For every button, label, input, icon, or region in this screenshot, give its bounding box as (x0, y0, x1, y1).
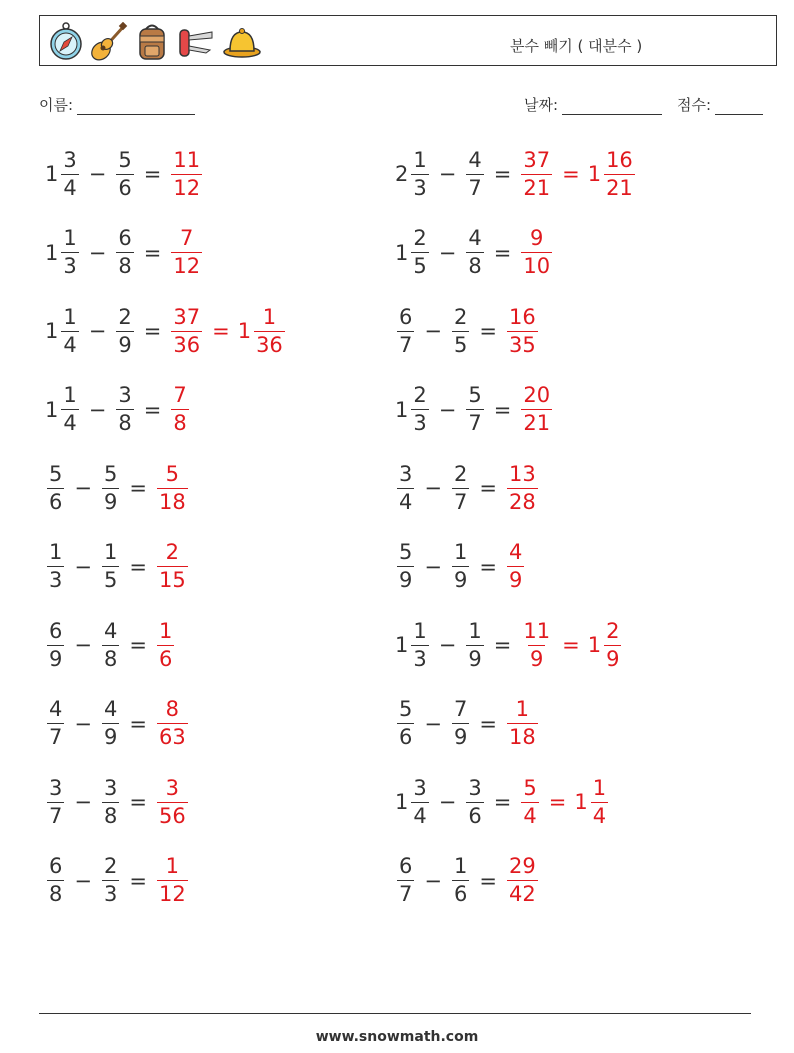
score-label: 점수: (677, 96, 712, 114)
denominator: 21 (523, 411, 551, 435)
fraction (411, 385, 428, 434)
numerator: 1 (262, 304, 277, 329)
minus-sign: − (88, 397, 107, 422)
whole-number: 1 (395, 240, 409, 265)
denominator: 3 (413, 646, 427, 671)
denominator: 8 (103, 803, 118, 828)
equals-sign: = (479, 319, 497, 343)
worksheet-header (39, 15, 777, 66)
numerator: 5 (523, 775, 537, 800)
fraction (116, 228, 133, 277)
denominator: 7 (399, 882, 413, 906)
problem (395, 693, 540, 755)
fraction (604, 618, 621, 671)
numerator: 37 (523, 147, 551, 172)
fraction (397, 699, 414, 748)
denominator: 15 (158, 568, 186, 592)
fraction (452, 856, 469, 905)
fraction (397, 856, 414, 905)
problem (45, 143, 204, 205)
problem (45, 457, 190, 519)
denominator: 8 (118, 254, 132, 278)
denominator: 6 (118, 175, 132, 200)
numerator: 3 (49, 775, 63, 800)
equals-sign: = (129, 554, 147, 579)
fraction (47, 461, 64, 514)
fraction (521, 147, 552, 200)
denominator: 7 (468, 411, 482, 435)
numerator: 2 (606, 618, 620, 643)
numerator: 5 (399, 540, 413, 564)
denominator: 3 (413, 175, 427, 200)
denominator: 4 (413, 803, 427, 828)
minus-sign: − (74, 476, 92, 500)
numerator: 1 (413, 618, 427, 643)
fraction (507, 542, 524, 591)
problem (395, 457, 540, 519)
denominator: 3 (63, 254, 77, 278)
fraction (157, 618, 174, 671)
denominator: 35 (508, 332, 536, 357)
whole-number: 1 (45, 319, 59, 343)
equals-sign: = (562, 633, 580, 657)
denominator: 9 (530, 646, 544, 671)
numerator: 2 (413, 383, 427, 407)
numerator: 1 (63, 226, 77, 250)
minus-sign: − (88, 240, 107, 265)
problem (395, 536, 526, 598)
equals-sign: = (212, 319, 230, 343)
score-line (715, 99, 763, 115)
denominator: 5 (413, 254, 427, 278)
numerator: 4 (468, 226, 482, 250)
numerator: 29 (508, 854, 536, 878)
numerator: 37 (173, 304, 201, 329)
denominator: 28 (508, 489, 536, 514)
numerator: 1 (453, 540, 468, 564)
problem (45, 222, 204, 284)
numerator: 2 (453, 304, 468, 329)
denominator: 3 (103, 882, 118, 906)
minus-sign: − (74, 868, 92, 893)
fraction (116, 147, 133, 200)
fraction (47, 775, 64, 828)
denominator: 36 (173, 332, 201, 357)
problem (395, 222, 554, 284)
problem (395, 850, 540, 912)
numerator: 5 (399, 697, 413, 721)
denominator: 8 (49, 882, 63, 906)
numerator: 1 (453, 854, 468, 878)
numerator: 9 (530, 226, 544, 250)
problem (395, 614, 623, 676)
whole-number: 1 (45, 240, 59, 265)
problem (395, 771, 610, 833)
denominator: 8 (173, 411, 187, 435)
numerator: 5 (118, 147, 132, 172)
numerator: 1 (515, 697, 530, 721)
equals-sign: = (493, 397, 512, 422)
numerator: 1 (158, 618, 173, 643)
guitar-icon (88, 22, 128, 62)
denominator: 9 (49, 646, 63, 671)
fraction (507, 856, 538, 905)
problem (45, 300, 287, 362)
fraction (466, 228, 483, 277)
numerator: 2 (453, 461, 468, 486)
problem (45, 771, 190, 833)
fraction (397, 461, 414, 514)
numerator: 4 (103, 697, 118, 721)
denominator: 8 (118, 411, 132, 435)
denominator: 5 (453, 332, 468, 357)
denominator: 7 (49, 803, 63, 828)
numerator: 5 (468, 383, 482, 407)
numerator: 4 (468, 147, 482, 172)
denominator: 9 (453, 568, 468, 592)
minus-sign: − (424, 868, 442, 893)
fraction (61, 147, 78, 200)
numerator: 1 (592, 775, 607, 800)
numerator: 4 (49, 697, 63, 721)
equals-sign: = (493, 790, 512, 814)
problem (395, 143, 637, 205)
fraction (411, 775, 428, 828)
fraction (47, 856, 64, 905)
problem (45, 693, 190, 755)
score-field (677, 94, 763, 115)
denominator: 6 (468, 803, 482, 828)
fraction (47, 699, 64, 748)
denominator: 8 (103, 646, 118, 671)
fraction (157, 542, 188, 591)
numerator: 3 (413, 775, 427, 800)
problem (45, 536, 190, 598)
fraction (157, 461, 188, 514)
backpack-icon (132, 22, 172, 62)
equals-sign: = (479, 711, 497, 736)
fraction (102, 542, 119, 591)
fraction (452, 461, 469, 514)
denominator: 4 (63, 175, 77, 200)
numerator: 5 (165, 461, 180, 486)
equals-sign: = (143, 397, 162, 422)
denominator: 6 (49, 489, 63, 514)
equals-sign: = (129, 868, 147, 893)
numerator: 6 (399, 854, 413, 878)
denominator: 4 (399, 489, 413, 514)
minus-sign: − (438, 162, 457, 186)
denominator: 9 (453, 725, 468, 749)
denominator: 7 (453, 489, 468, 514)
numerator: 6 (49, 618, 63, 643)
denominator: 6 (399, 725, 413, 749)
fraction (171, 385, 188, 434)
fraction (102, 856, 119, 905)
equals-sign: = (143, 240, 162, 265)
numerator: 4 (103, 618, 118, 643)
fraction (102, 461, 119, 514)
numerator: 5 (49, 461, 63, 486)
numerator: 3 (399, 461, 413, 486)
denominator: 4 (592, 803, 607, 828)
minus-sign: − (438, 397, 457, 422)
denominator: 10 (523, 254, 551, 278)
numerator: 1 (63, 383, 77, 407)
denominator: 18 (508, 725, 536, 749)
minus-sign: − (74, 554, 92, 579)
denominator: 36 (256, 332, 283, 357)
denominator: 9 (103, 489, 118, 514)
fraction (157, 856, 188, 905)
minus-sign: − (88, 162, 107, 186)
minus-sign: − (74, 790, 92, 814)
fraction (411, 618, 428, 671)
fraction (157, 775, 188, 828)
numerator: 6 (118, 226, 132, 250)
fraction (61, 304, 78, 357)
numerator: 2 (118, 304, 132, 329)
denominator: 7 (468, 175, 482, 200)
whole-number: 1 (237, 319, 252, 343)
fraction (116, 385, 133, 434)
fraction (47, 618, 64, 671)
whole-number: 1 (574, 790, 588, 814)
fraction (466, 775, 483, 828)
numerator: 3 (118, 383, 132, 407)
denominator: 8 (468, 254, 482, 278)
denominator: 21 (523, 175, 551, 200)
fraction (411, 147, 428, 200)
fraction (452, 699, 469, 748)
problem (45, 379, 191, 441)
whole-number: 2 (395, 162, 409, 186)
problem (45, 614, 176, 676)
numerator: 1 (165, 854, 180, 878)
fraction (507, 699, 538, 748)
denominator: 4 (63, 411, 77, 435)
equals-sign: = (479, 868, 497, 893)
denominator: 9 (508, 568, 523, 592)
minus-sign: − (438, 790, 457, 814)
denominator: 12 (173, 175, 201, 200)
fraction (507, 304, 538, 357)
minus-sign: − (74, 711, 92, 736)
fraction (521, 775, 538, 828)
fraction (116, 304, 133, 357)
minus-sign: − (438, 240, 457, 265)
numerator: 20 (523, 383, 551, 407)
equals-sign: = (129, 790, 147, 814)
numerator: 1 (413, 147, 427, 172)
fraction (61, 228, 78, 277)
pith-helmet-icon (222, 22, 262, 62)
numerator: 11 (173, 147, 201, 172)
numerator: 2 (103, 854, 118, 878)
denominator: 12 (158, 882, 186, 906)
fraction (171, 228, 202, 277)
numerator: 4 (508, 540, 523, 564)
pocket-knife-icon (176, 22, 216, 62)
equals-sign: = (493, 633, 512, 657)
minus-sign: − (424, 554, 442, 579)
whole-number: 1 (587, 633, 602, 657)
fraction (47, 542, 64, 591)
fraction (411, 228, 428, 277)
fraction (604, 147, 635, 200)
problem (395, 300, 540, 362)
denominator: 4 (63, 332, 77, 357)
fraction (61, 385, 78, 434)
equals-sign: = (479, 476, 497, 500)
minus-sign: − (424, 319, 442, 343)
denominator: 6 (158, 646, 173, 671)
denominator: 18 (158, 489, 186, 514)
equals-sign: = (493, 162, 512, 186)
numerator: 1 (103, 540, 118, 564)
equals-sign: = (129, 476, 147, 500)
numerator: 7 (453, 697, 468, 721)
fraction (397, 304, 414, 357)
fraction (466, 147, 483, 200)
numerator: 3 (63, 147, 77, 172)
problem (45, 850, 190, 912)
fraction (507, 461, 538, 514)
date-line (562, 99, 662, 115)
numerator: 5 (103, 461, 118, 486)
numerator: 7 (173, 383, 187, 407)
equals-sign: = (129, 711, 147, 736)
whole-number: 1 (395, 790, 409, 814)
denominator: 3 (49, 568, 63, 592)
minus-sign: − (74, 633, 92, 657)
numerator: 1 (468, 618, 482, 643)
fraction (452, 542, 469, 591)
fraction (397, 542, 414, 591)
whole-number: 1 (395, 633, 409, 657)
numerator: 11 (523, 618, 551, 643)
equals-sign: = (129, 633, 147, 657)
problem (395, 379, 554, 441)
minus-sign: − (438, 633, 457, 657)
fraction (102, 775, 119, 828)
footer-divider (39, 1013, 751, 1014)
numerator: 3 (165, 775, 180, 800)
whole-number: 1 (45, 162, 59, 186)
equals-sign: = (479, 554, 497, 579)
denominator: 7 (399, 332, 413, 357)
denominator: 4 (523, 803, 537, 828)
numerator: 3 (103, 775, 118, 800)
fraction (157, 699, 188, 748)
fraction (102, 699, 119, 748)
footer-site: www.snowmath.com (315, 1029, 479, 1045)
name-field (39, 94, 195, 115)
fraction (591, 775, 608, 828)
numerator: 16 (606, 147, 633, 172)
denominator: 5 (103, 568, 118, 592)
fraction (466, 618, 483, 671)
denominator: 56 (158, 803, 186, 828)
numerator: 7 (180, 226, 194, 250)
denominator: 9 (118, 332, 132, 357)
fraction (521, 618, 552, 671)
equals-sign: = (143, 319, 162, 343)
denominator: 63 (158, 725, 186, 749)
name-label: 이름: (39, 96, 74, 114)
fraction (521, 228, 552, 277)
minus-sign: − (424, 476, 442, 500)
whole-number: 1 (395, 397, 409, 422)
equals-sign: = (143, 162, 162, 186)
equals-sign: = (562, 162, 580, 186)
numerator: 6 (399, 304, 413, 329)
numerator: 2 (413, 226, 427, 250)
fraction (452, 304, 469, 357)
denominator: 3 (413, 411, 427, 435)
denominator: 21 (606, 175, 633, 200)
fraction (171, 304, 202, 357)
fraction (466, 385, 483, 434)
whole-number: 1 (587, 162, 602, 186)
denominator: 7 (49, 725, 63, 749)
numerator: 8 (165, 697, 180, 721)
denominator: 9 (103, 725, 118, 749)
denominator: 6 (453, 882, 468, 906)
numerator: 3 (468, 775, 482, 800)
minus-sign: − (88, 319, 107, 343)
fraction (171, 147, 202, 200)
numerator: 2 (165, 540, 180, 564)
numerator: 13 (508, 461, 536, 486)
date-field (524, 94, 662, 115)
numerator: 1 (49, 540, 63, 564)
compass-icon (46, 22, 86, 62)
worksheet-title: 분수 빼기 ( 대분수 ) (510, 37, 643, 55)
whole-number: 1 (45, 397, 59, 422)
denominator: 9 (399, 568, 413, 592)
fraction (254, 304, 285, 357)
denominator: 42 (508, 882, 536, 906)
date-label: 날짜: (524, 96, 559, 114)
equals-sign: = (493, 240, 512, 265)
numerator: 16 (508, 304, 536, 329)
denominator: 9 (606, 646, 620, 671)
numerator: 6 (49, 854, 63, 878)
equals-sign: = (548, 790, 567, 814)
denominator: 9 (468, 646, 482, 671)
minus-sign: − (424, 711, 442, 736)
fraction (521, 385, 552, 434)
fraction (102, 618, 119, 671)
denominator: 12 (173, 254, 201, 278)
numerator: 1 (63, 304, 77, 329)
name-line (77, 99, 195, 115)
